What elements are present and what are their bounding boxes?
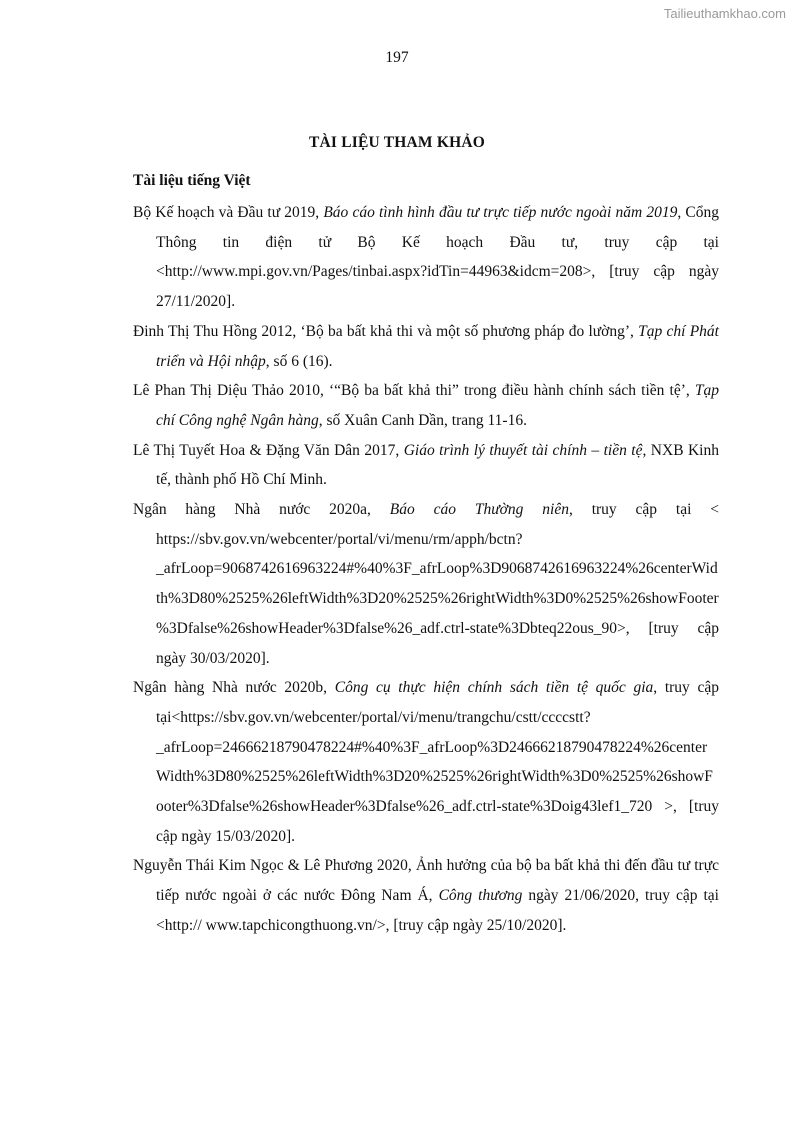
reference-text: Bộ Kế hoạch và Đầu tư 2019,	[133, 204, 324, 221]
reference-text: Ngân hàng Nhà nước 2020b,	[133, 679, 335, 697]
reference-title: Tạp chí Công nghệ Ngân hàng	[156, 382, 719, 429]
reference-text: ngày 21/06/2020, truy cập tại <http:// www.tapchicongthuong.vn/>, [truy cập ngày 25/10/2020].	[156, 887, 719, 934]
reference-text: Đinh Thị Thu Hồng 2012, ‘Bộ ba bất khả thi và một số phương pháp đo lường’,	[133, 322, 639, 340]
reference-text: Lê Thị Tuyết Hoa & Đặng Văn Dân 2017,	[133, 441, 404, 459]
reference-item	[133, 673, 719, 851]
page-number: 197	[385, 49, 409, 66]
reference-text: , số 6 (16).	[265, 352, 333, 370]
reference-item	[133, 198, 719, 317]
reference-title: Công cụ thực hiện chính sách tiền tệ quốc gia	[334, 679, 654, 697]
reference-title: Giáo trình lý thuyết tài chính – tiền tệ	[403, 441, 643, 459]
section-heading: Tài liệu tiếng Việt	[133, 172, 251, 189]
reference-text: Ngân hàng Nhà nước 2020a,	[133, 501, 390, 519]
reference-item	[133, 376, 719, 435]
page-title: TÀI LIỆU THAM KHẢO	[309, 134, 485, 151]
reference-item	[133, 851, 719, 940]
reference-item	[133, 317, 719, 376]
reference-text: , truy cập tại<https://sbv.gov.vn/webcenter/portal/vi/menu/trangchu/cstt/ccccstt?_afrLoop=24666218790478224#%40%3F_afrLoop%3D24666218790478224%26centerWidth%3D80%2525%26leftWidth%3D20%2525%26rightWidth%3D0%2525%26showFooter%3Dfalse%26showHeader%3Dfalse%26_adf.ctrl-state%3Doig43lef1_720 >, [truy cập ngày 15/03/2020].	[156, 679, 719, 845]
reference-text: , truy cập tại < https://sbv.gov.vn/webcenter/portal/vi/menu/rm/apph/bctn?_afrLoop=9068742616963224#%40%3F_afrLoop%3D9068742616963224%26centerWidth%3D80%2525%26leftWidth%3D20%2525%26rightWidth%3D0%2525%26showFooter%3Dfalse%26showHeader%3Dfalse%26_adf.ctrl-state%3Dbteq22ous_90>, [truy cập ngày 30/03/2020].	[156, 501, 719, 667]
reference-text: , NXB Kinh tế, thành phố Hồ Chí Minh.	[156, 441, 719, 489]
watermark: Tailieuthamkhao.com	[663, 6, 786, 21]
reference-text: Nguyễn Thái Kim Ngọc & Lê Phương 2020, Ảnh hưởng của bộ ba bất khả thi đến đầu tư trực tiếp nước ngoài ở các nước Đông Nam Á,	[133, 857, 719, 905]
reference-title: Báo cáo Thường niên	[389, 501, 569, 519]
reference-text: , Cổng Thông tin điện tử Bộ Kế hoạch Đầu tư, truy cập tại <http://www.mpi.gov.vn/Pages/tinbai.aspx?idTin=44963&idcm=208>, [truy cập ngày 27/11/2020].	[156, 204, 719, 311]
reference-title: Công thương	[438, 887, 523, 905]
reference-text: , số Xuân Canh Dần, trang 11-16.	[318, 411, 527, 429]
reference-title: Tạp chí Phát triển và Hội nhập	[156, 322, 719, 370]
reference-item	[133, 495, 719, 673]
reference-text: Lê Phan Thị Diệu Thảo 2010, ‘“Bộ ba bất khả thi” trong điều hành chính sách tiền tệ’,	[133, 382, 695, 400]
reference-title: Báo cáo tình hình đầu tư trực tiếp nước ngoài năm 2019	[323, 204, 678, 221]
reference-list	[133, 198, 719, 941]
reference-item	[133, 436, 719, 495]
